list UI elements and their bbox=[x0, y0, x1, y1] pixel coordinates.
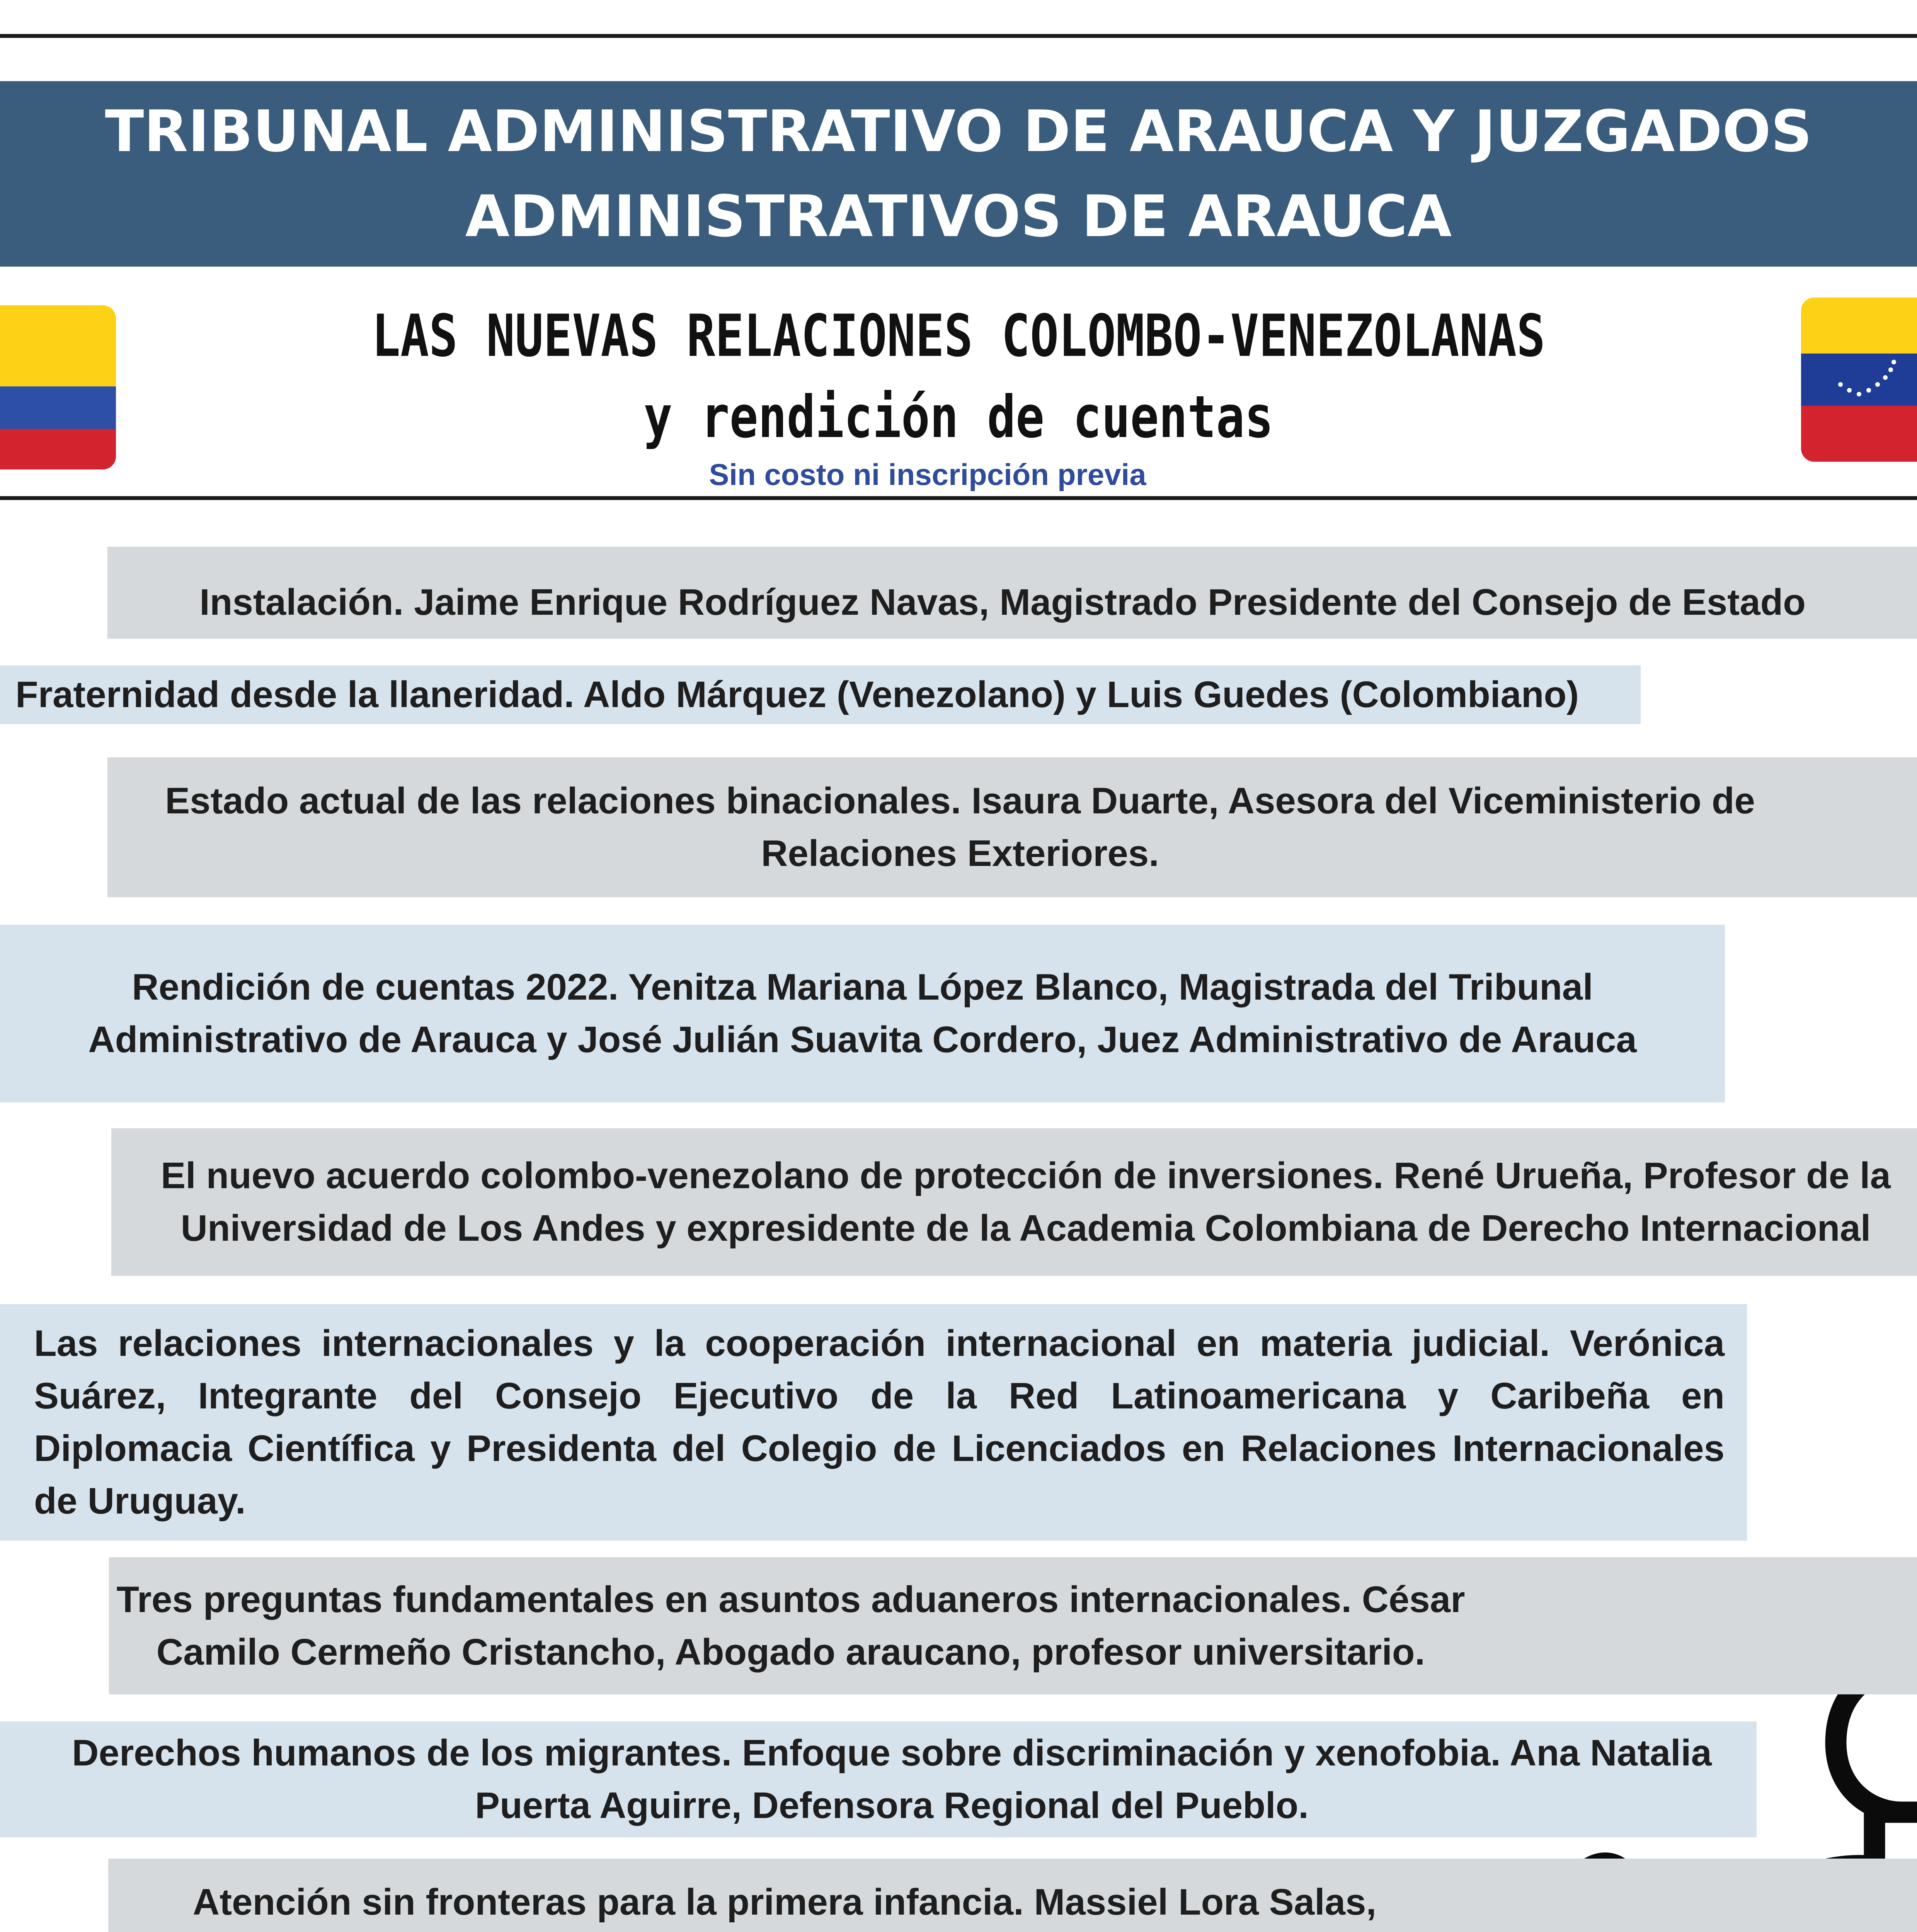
subtitle-line-1: LAS NUEVAS RELACIONES COLOMBO-VENEZOLANAS bbox=[371, 303, 1546, 370]
agenda-line: Diplomacia Científica y Presidenta del Colegio de Licenciados en Relaciones Internacionales bbox=[34, 1428, 1725, 1469]
agenda-item bbox=[107, 547, 1917, 639]
agenda-line: Tres preguntas fundamentales en asuntos aduaneros internacionales. César bbox=[116, 1578, 1465, 1620]
agenda-line: El nuevo acuerdo colombo-venezolano de protección de inversiones. René Urueña, Profesor de la bbox=[161, 1155, 1891, 1196]
agenda-line: Camilo Cermeño Cristancho, Abogado araucano, profesor universitario. bbox=[156, 1631, 1425, 1673]
agenda-line: Rendición de cuentas 2022. Yenitza Mariana López Blanco, Magistrada del Tribunal bbox=[132, 966, 1593, 1008]
subtitle-line-2: y rendición de cuentas bbox=[644, 384, 1273, 451]
agenda-item bbox=[0, 665, 1641, 724]
title-line-2: ADMINISTRATIVOS DE ARAUCA bbox=[465, 183, 1452, 250]
title-banner bbox=[0, 81, 1917, 267]
top-rule bbox=[0, 34, 1917, 38]
agenda-line: Instalación. Jaime Enrique Rodríguez Navas, Magistrado Presidente del Consejo de Estado bbox=[199, 582, 1806, 623]
agenda-item bbox=[0, 1304, 1747, 1541]
agenda-line: de Uruguay. bbox=[34, 1480, 246, 1522]
agenda-item bbox=[109, 1557, 1917, 1694]
agenda-line: Las relaciones internacionales y la cooperación internacional en materia judicial. Verónica bbox=[34, 1323, 1725, 1364]
agenda-item bbox=[107, 757, 1917, 897]
agenda-line: Universidad de Los Andes y expresidente de la Academia Colombiana de Derecho Internacional bbox=[180, 1208, 1871, 1249]
agenda-item bbox=[111, 1128, 1917, 1276]
agenda-line: Administrativo de Arauca y José Julián Suavita Cordero, Juez Administrativo de Arauca bbox=[88, 1019, 1637, 1060]
agenda-line: Derechos humanos de los migrantes. Enfoque sobre discriminación y xenofobia. Ana Natalia bbox=[72, 1732, 1712, 1774]
agenda-item bbox=[108, 1859, 1917, 1932]
agenda-item bbox=[0, 1721, 1757, 1837]
agenda-line: Atención sin fronteras para la primera infancia. Massiel Lora Salas, bbox=[192, 1881, 1377, 1923]
agenda-item bbox=[0, 925, 1725, 1102]
venezuela-flag-icon bbox=[1801, 298, 1917, 462]
agenda-line: Fraternidad desde la llaneridad. Aldo Márquez (Venezolano) y Luis Guedes (Colombiano) bbox=[15, 674, 1579, 715]
agenda-line: Estado actual de las relaciones binacionales. Isaura Duarte, Asesora del Viceministerio de bbox=[165, 780, 1755, 821]
free-admission-note: Sin costo ni inscripción previa bbox=[709, 457, 1146, 492]
header-rule bbox=[0, 496, 1917, 500]
agenda-line: Puerta Aguirre, Defensora Regional del Pueblo. bbox=[475, 1785, 1309, 1826]
title-line-1: TRIBUNAL ADMINISTRATIVO DE ARAUCA Y JUZGADOS bbox=[105, 98, 1812, 165]
colombia-flag-icon bbox=[0, 305, 116, 469]
agenda-line: Suárez, Integrante del Consejo Ejecutivo de la Red Latinoamericana y Caribeña en bbox=[34, 1375, 1725, 1417]
agenda-line bbox=[108, 1929, 1461, 1932]
agenda-line: Relaciones Exteriores. bbox=[761, 833, 1159, 874]
